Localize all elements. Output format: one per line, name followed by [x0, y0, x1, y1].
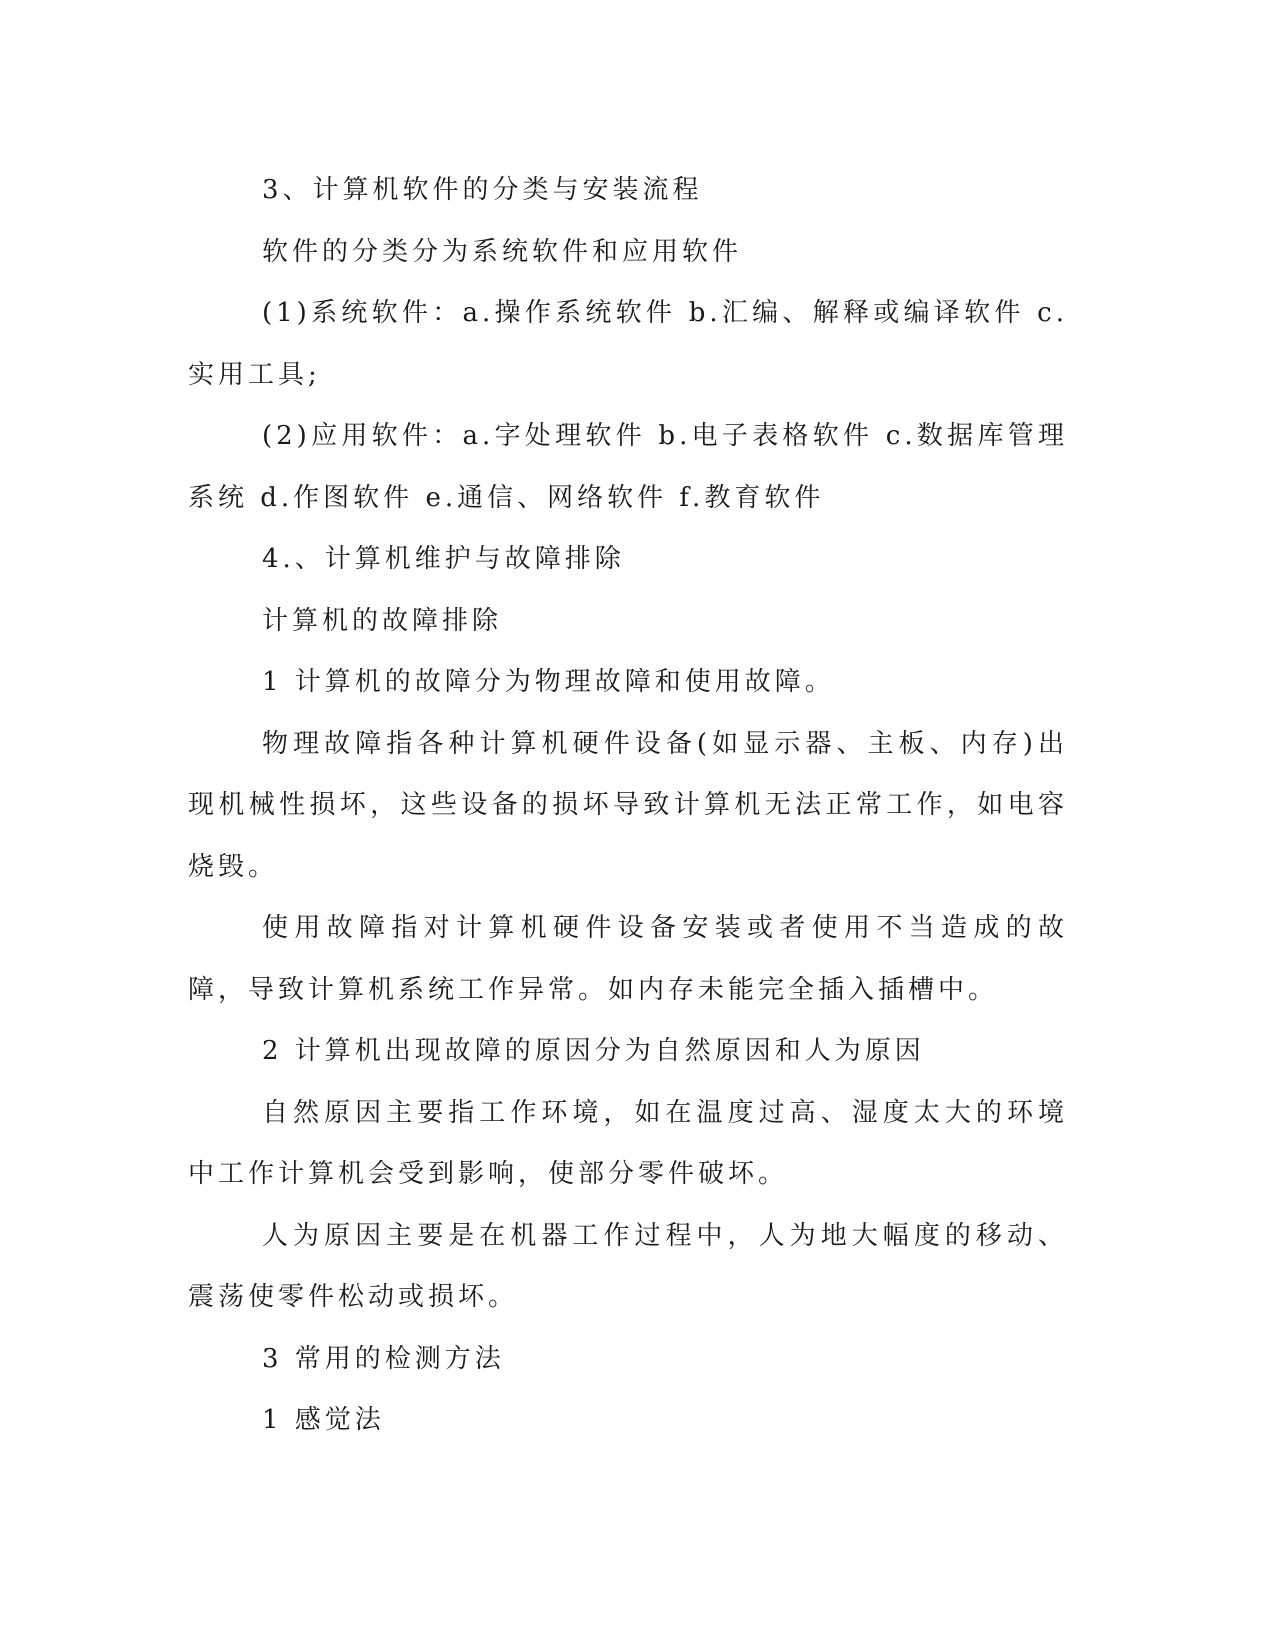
paragraph-fault-types: 1 计算机的故障分为物理故障和使用故障。	[262, 667, 835, 697]
paragraph-system-software: (1)系统软件：a.操作系统软件 b.汇编、解释或编译软件 c.实用工具;	[188, 298, 1068, 390]
paragraph-physical-fault: 物理故障指各种计算机硬件设备(如显示器、主板、内存)出现机械性损坏，这些设备的损坏导致计算机无法正常工作，如电容烧毁。	[188, 728, 1068, 882]
document-body	[188, 160, 1068, 1452]
paragraph-natural-cause: 自然原因主要指工作环境，如在温度过高、湿度太大的环境中工作计算机会受到影响，使部分零件破坏。	[188, 1097, 1068, 1189]
paragraph-troubleshooting: 计算机的故障排除	[262, 605, 503, 636]
section-heading-maintenance: 4.、计算机维护与故障排除	[262, 544, 625, 574]
paragraph-application-software: (2)应用软件：a.字处理软件 b.电子表格软件 c.数据库管理系统 d.作图软件 e.通信、网络软件 f.教育软件	[188, 421, 1068, 513]
paragraph-sensory-method: 1 感觉法	[262, 1405, 385, 1435]
paragraph-detection-methods: 3 常用的检测方法	[262, 1343, 505, 1374]
paragraph-usage-fault: 使用故障指对计算机硬件设备安装或者使用不当造成的故障，导致计算机系统工作异常。如内存未能完全插入插槽中。	[188, 913, 1068, 1005]
section-heading-software: 3、计算机软件的分类与安装流程	[262, 175, 703, 205]
paragraph-human-cause: 人为原因主要是在机器工作过程中，人为地大幅度的移动、震荡使零件松动或损坏。	[188, 1220, 1068, 1312]
paragraph-fault-causes: 2 计算机出现故障的原因分为自然原因和人为原因	[262, 1036, 925, 1066]
paragraph-software-classification: 软件的分类分为系统软件和应用软件	[262, 236, 743, 267]
